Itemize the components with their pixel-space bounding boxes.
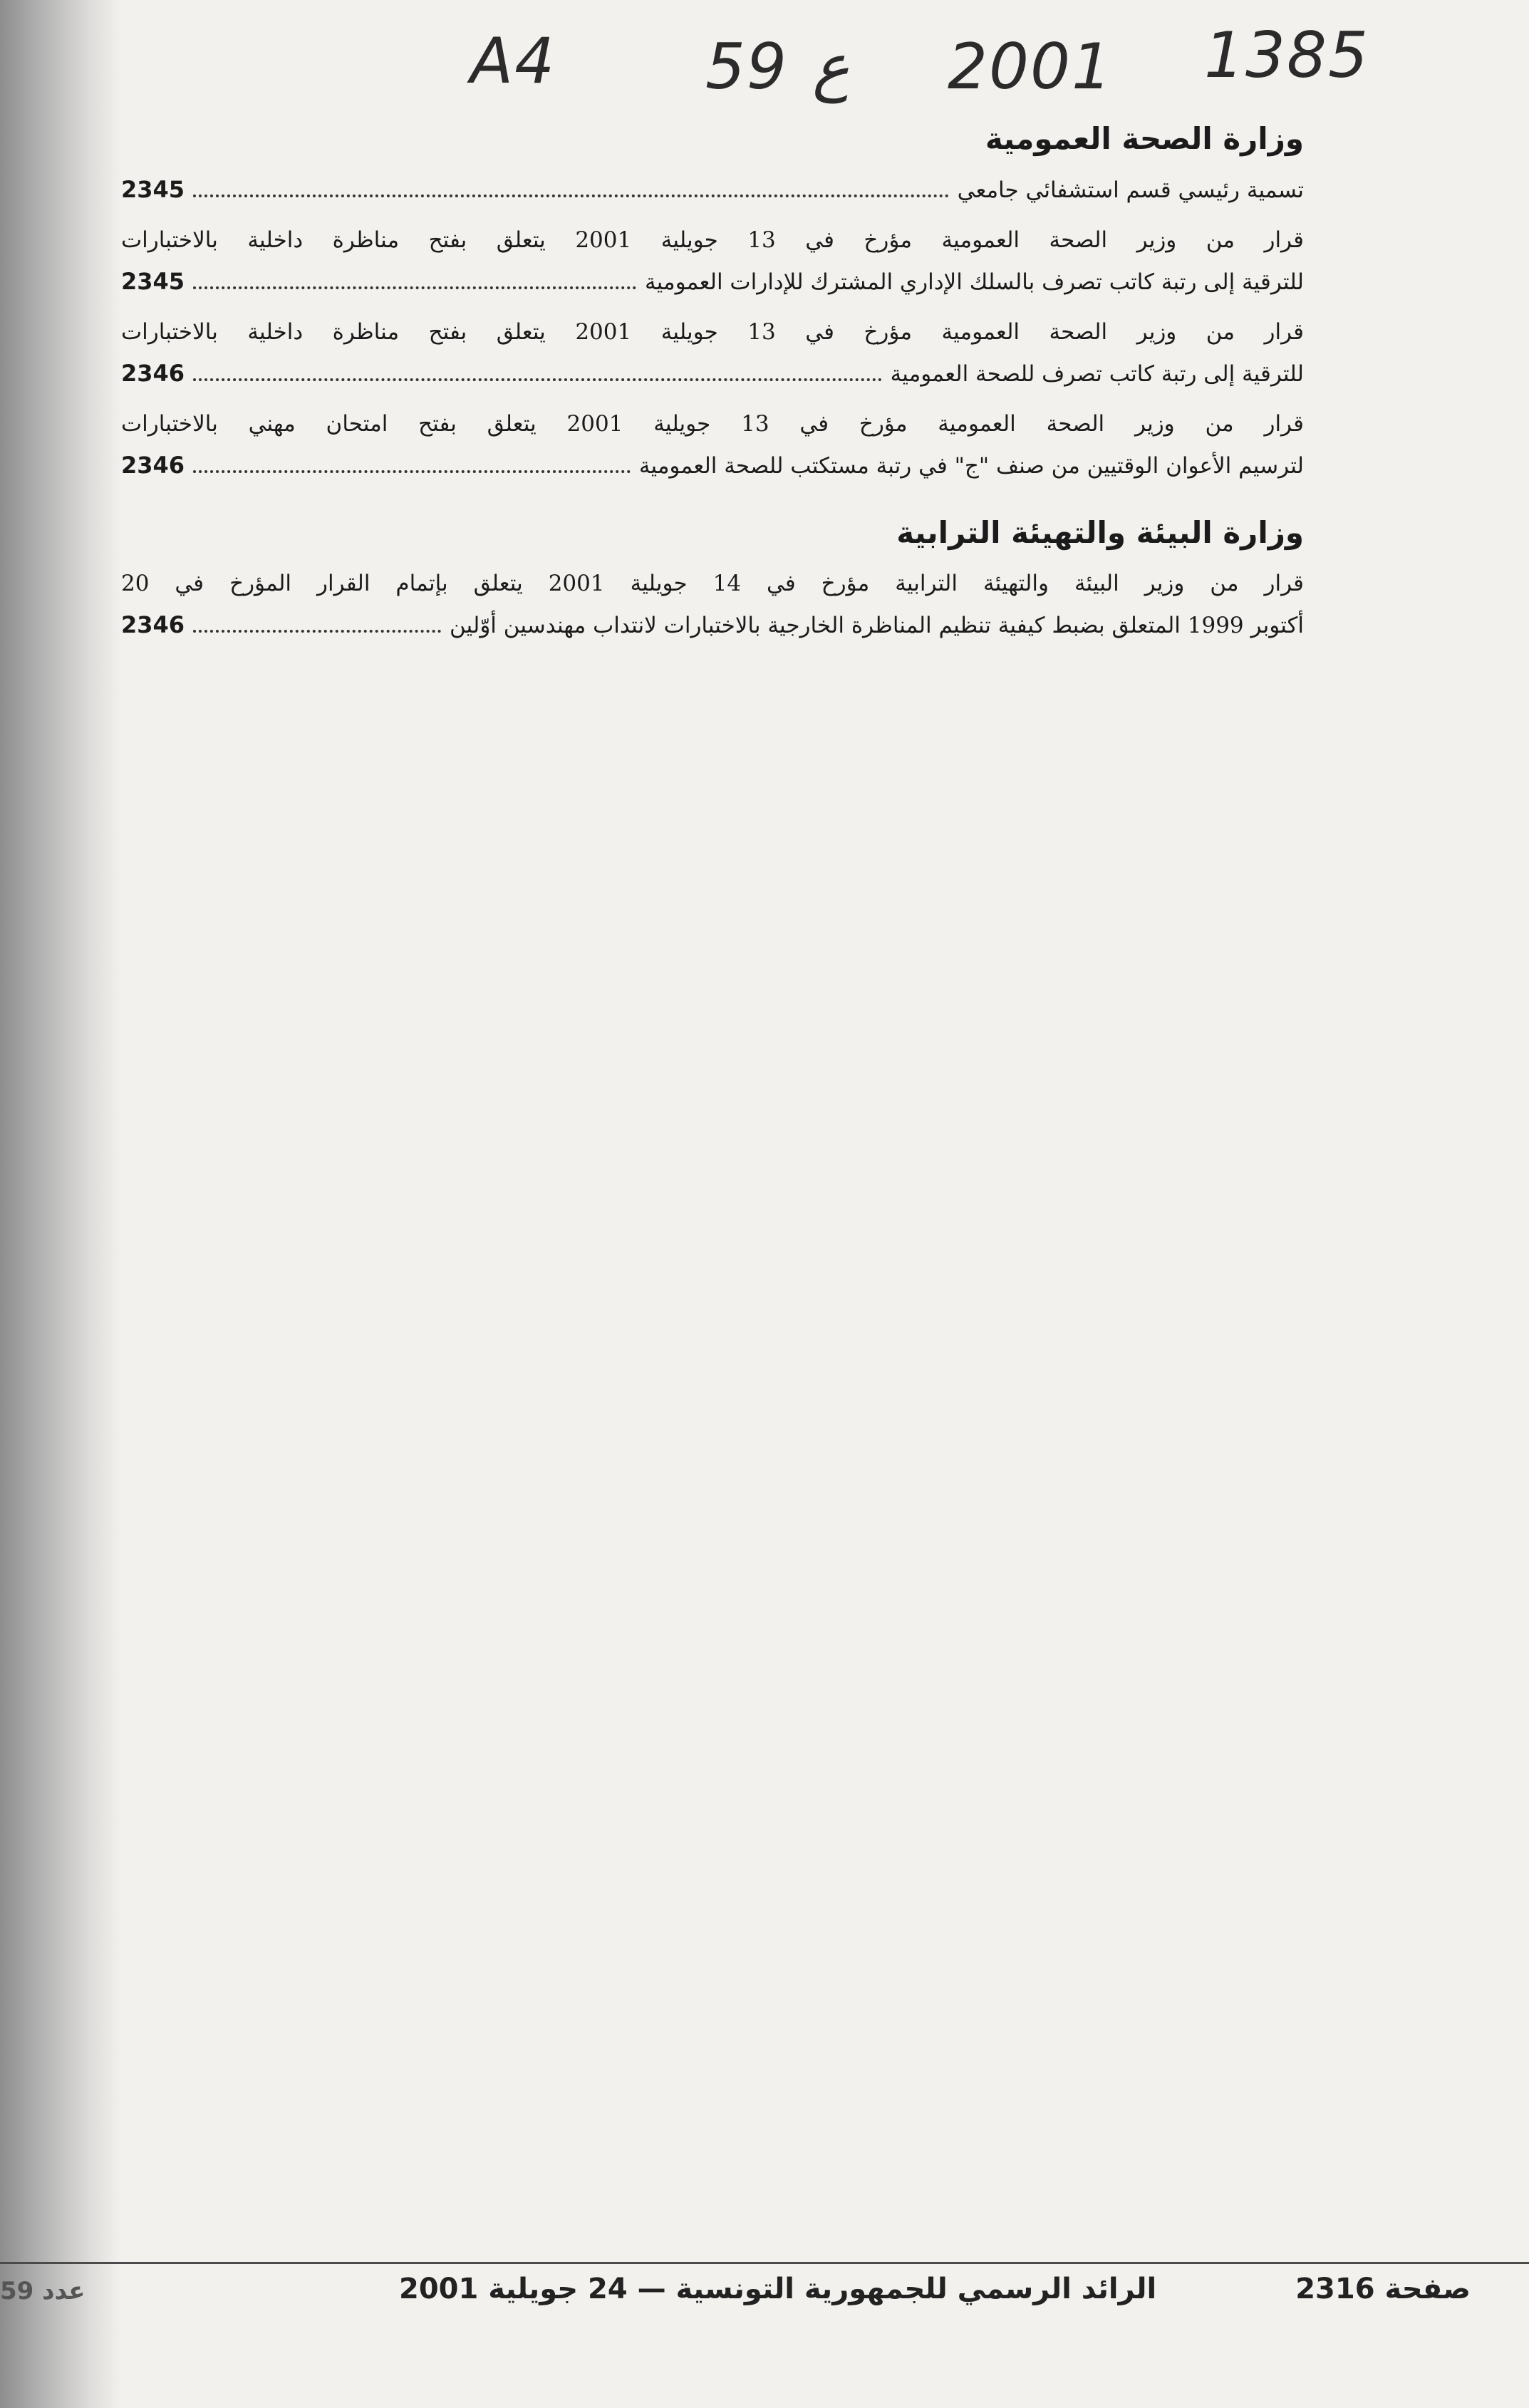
handwritten-number: 1385 [1204,19,1369,92]
footer-issue-number: عدد 59 [0,2277,85,2305]
footer-gazette-title: الرائد الرسمي للجمهورية التونسية — 24 جويلية 2001 [399,2273,1157,2305]
entry-text: تسمية رئيسي قسم استشفائي جامعي [957,177,1304,203]
leader-dots [193,378,882,381]
handwritten-annotation [0,16,1529,108]
entry-text: للترقية إلى رتبة كاتب تصرف للصحة العمومية [890,361,1304,387]
page-gutter-shadow [0,0,121,2408]
leader-dots [193,630,441,633]
toc-entry [121,403,1304,487]
entry-text: أكتوبر 1999 المتعلق بضبط كيفية تنظيم المناظرة الخارجية بالاختبارات لانتداب مهندسين أوّلين [449,613,1304,638]
leader-dots [193,286,636,289]
leader-dots [193,470,631,473]
entry-text: للترقية إلى رتبة كاتب تصرف بالسلك الإداري المشترك للإدارات العمومية [645,269,1304,295]
toc-entry [121,169,1304,211]
page-number: 2345 [121,176,185,203]
entry-text: لترسيم الأعوان الوقتيين من صنف "ج" في رتبة مستكتب للصحة العمومية [638,453,1304,479]
handwritten-letter: ع [812,30,850,103]
footer-divider [0,2262,1529,2264]
page-number: 2346 [121,452,185,479]
page-number: 2345 [121,268,185,295]
toc-entry [121,563,1304,646]
entry-text: قرار من وزير الصحة العمومية مؤرخ في 13 جويلية 2001 يتعلق بفتح مناظرة داخلية بالاختبارات [121,319,1304,345]
leader-dots [193,194,949,197]
page-footer [0,2273,1529,2323]
entry-text: قرار من وزير الصحة العمومية مؤرخ في 13 جويلية 2001 يتعلق بفتح امتحان مهني بالاختبارات [121,411,1304,437]
entry-text: قرار من وزير الصحة العمومية مؤرخ في 13 جويلية 2001 يتعلق بفتح مناظرة داخلية بالاختبارات [121,227,1304,253]
handwritten-code: A4 [470,24,556,98]
footer-page-number: صفحة 2316 [1295,2273,1471,2305]
page-number: 2346 [121,360,185,387]
section-public-health [121,121,1304,487]
section-title: وزارة الصحة العمومية [985,121,1304,156]
section-title: وزارة البيئة والتهيئة الترابية [896,515,1304,550]
section-environment [121,515,1304,646]
toc-entry [121,219,1304,303]
table-of-contents [121,121,1304,655]
toc-entry [121,311,1304,395]
entry-text: قرار من وزير البيئة والتهيئة الترابية مؤرخ في 14 جويلية 2001 يتعلق بإتمام القرار المؤرخ في 20 [121,571,1304,596]
handwritten-issue: 59 [705,30,788,103]
page-number: 2346 [121,611,185,638]
handwritten-year: 2001 [948,30,1113,103]
